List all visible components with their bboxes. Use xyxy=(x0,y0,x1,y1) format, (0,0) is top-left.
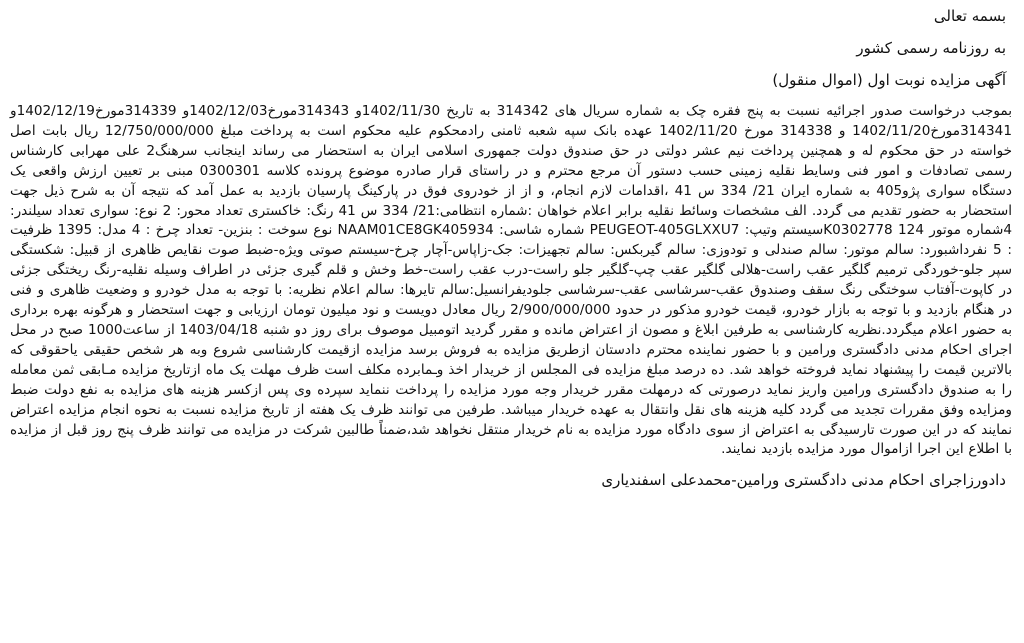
signature-line: دادورزاجرای احکام مدنی دادگستری ورامین-محمدعلی اسفندیاری xyxy=(601,471,1006,490)
notice-title: آگهی مزایده نوبت اول (اموال منقول) xyxy=(772,71,1006,89)
newspaper-line: به روزنامه رسمی کشور xyxy=(856,39,1006,57)
notice-body: بموجب درخواست صدور اجرائیه نسبت به پنج فقره چک به شماره سریال های 314342 به تاریخ 1402/11/30و 314343مورخ1402/12/03و 314339مورخ1402/12/19و 314341مورخ1402/11/20 و 314338 مورخ 1402/11/20 عهده بانک سپه شعبه ثامنی رادمحکوم علیه محکوم است به پرداخت مبلغ 12/750/000/000 ریال بابت اصل خواسته در حق محکوم له و همچنین پرداخت نیم عشر دولتی در حق صندوق دولت جمهوری اسلامی ایران به استحضار می رساند اینجانب سرهنگ2 علی مهرابی کارشناس رسمی تصادفات و امور فنی وسایط نقلیه زمینی حسب دستور آن مرجع محترم و در راستای قرار صادره موضوع پرونده کلاسه 0300301 مبنی بر تعیین ارزش واقعی یک دستگاه سواری پژو405 به شماره ایران 21/ 334 س 41 ،اقدامات لازم انجام، و از از خودروی فوق در پارکینگ پارسیان بازدید به عمل آمد که نتیجه آن به شرح ذیل جهت استحضار به حضور تقدیم می گردد. الف مشخصات وسائط نقلیه برابر اعلام خواهان :شماره انتظامی:21/ 334 س 41 رنگ: خاکستری تعداد محور: 2 نوع: سواری تعداد سیلندر: 4شماره موتور 124 K0302778سیستم وتیپ: PEUGEOT-405GLXXU7 شماره شاسی: NAAM01CE8GK405934 نوع سوخت : بنزین- تعداد چرخ : 4 مدل: 1395 ظرفیت : 5 نفرداشبورد: سالم موتور: سالم صندلی و تودوزی: سالم گیربکس: سالم تجهیزات: جک-زاپاس-آچار چرخ-سیستم صوتی ویژه-ضبط صوت نقایص ظاهری از قبیل: شکستگی سپر جلو-خوردگی ترمیم گلگیر عقب راست-هلالی گلگیر عقب چپ-گلگیر جلو راست-درب عقب راست-خط وخش و قلم گیری جزئی در اطراف وسیله نقلیه-رنگ ریختگی جزئی در کاپوت-آفتاب سوختگی رنگ سقف وصندوق عقب-سرشاسی عقب-سرشاسی جلودیفرانسیل:سالم تایرها: سالم اعلام نظریه: با توجه به مدل خودرو و وضعیت ظاهری و فنی در هنگام بازدید و با توجه به بازار خودرو، قیمت خودرو مذکور در حدود 2/900/000/000 ریال معادل دویست و نود میلیون تومان ارزیابی و جهت استحضار و هرگونه بهره برداری به حضور اعلام میگردد.نظریه کارشناسی به طرفین ابلاغ و مصون از اعتراض مانده و مقرر گردید اتومبیل موصوف برای روز دو شنبه 1403/04/18 از ساعت1000 صبح در محل اجرای احکام مدنی دادگستری ورامین و با حضور نماینده محترم دادستان ازطریق مزایده به فروش برسد مزایده ازقیمت کارشناسی شروع وبه هر شخص حقیقی یاحقوقی که بالاترین قیمت را پیشنهاد نماید فروخته خواهد شد. ده درصد مبلغ مزایده فی المجلس از خریدار اخذ وـمابرده مکلف است ظرف مهلت یک ماه ازتاریخ مزایده مـابقی ثمن معامله را به صندوق دادگستری ورامین واریز نماید درصورتی که درمهلت مقرر خریدار وجه مورد مزایده را پرداخت ننماید سپرده وی پس ازکسر هزینه های مزایده به نفع دولت ضبط ومزایده وفق مقررات تجدید می گردد کلیه هزینه های نقل وانتقال به عهده خریدار میباشد. طرفین می توانند ظرف یک هفته از تاریخ مزایده نسبت به نحوه انجام مزایده اعتراض نمایند که در این صورت تارسیدگی به اعتراض از سوی دادگاه مورد مزایده به نام خریدار منتقل نخواهد شد،ضمناً طالبین شرکت در مزایده می توانند ظرف پنج روز قبل از مزایده با اطلاع این اجرا ازاموال مورد مزایده بازدید نمایند. xyxy=(10,103,1013,458)
bismillah-heading: بسمه تعالی xyxy=(933,7,1006,25)
notice-document xyxy=(10,6,1012,639)
